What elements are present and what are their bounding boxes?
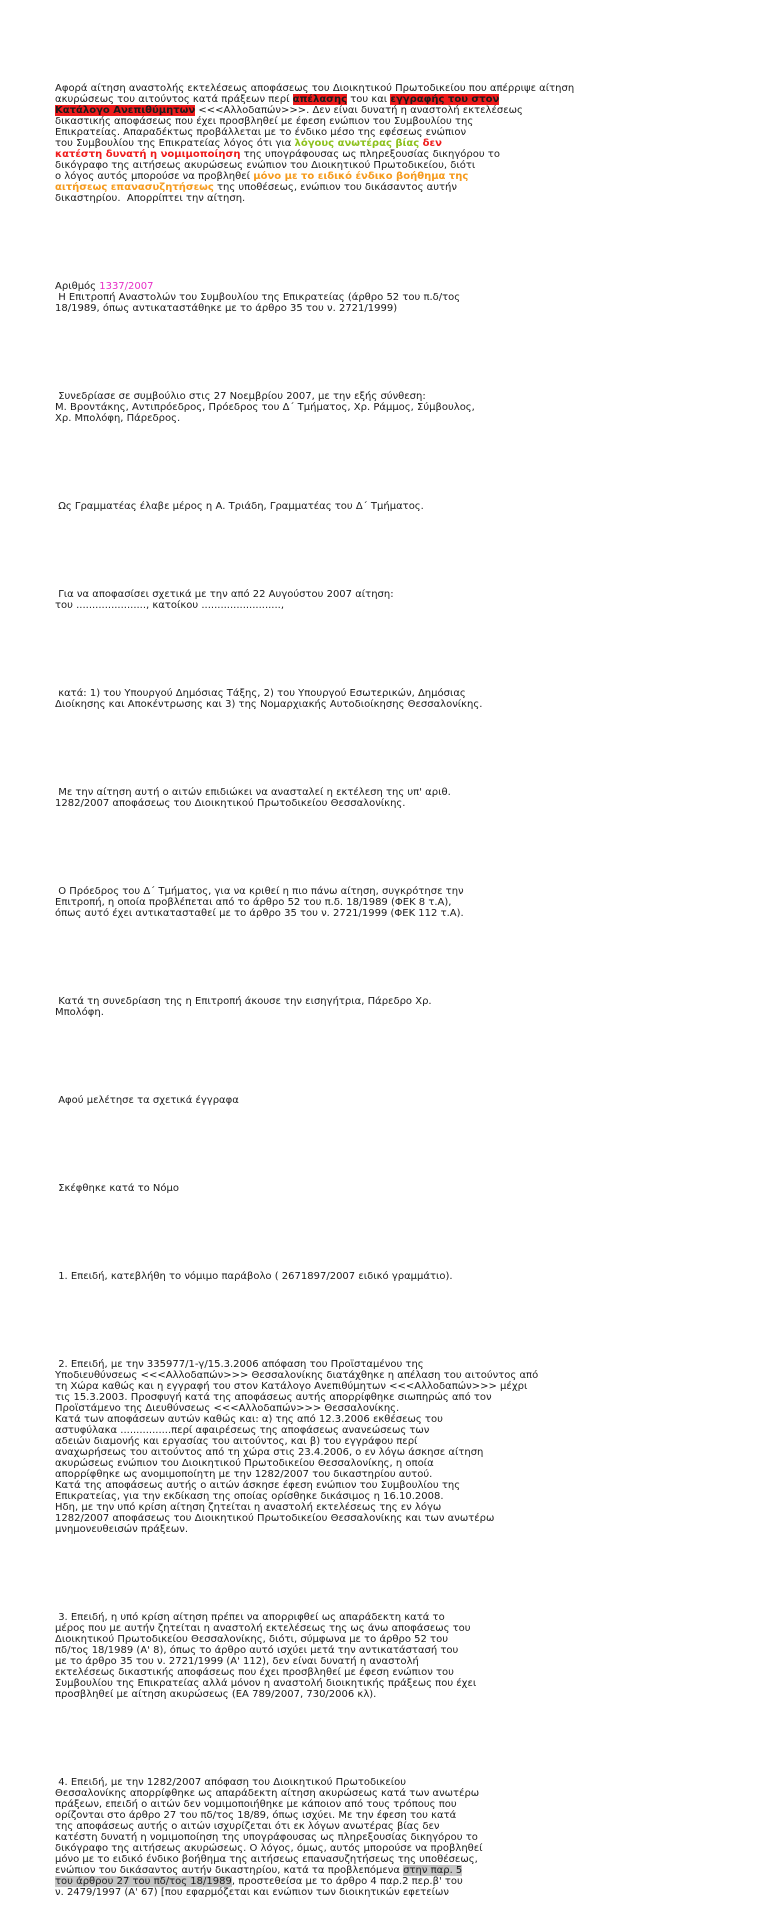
application-paragraph: Για να αποφασίσει σχετικά με την από 22 Αυγούστου 2007 αίτηση: του ......................, κατοίκου ........................., [55,589,394,611]
summary-line: του Συμβουλίου της Επικρατείας λόγος ότι για [55,138,295,149]
highlight-expulsion: απέλασης [292,94,348,105]
summary-line: δικαστηρίου. Απορρίπτει την αίτηση. [55,193,246,204]
green-phrase: λόγους ανωτέρας βίας [294,138,420,149]
header-line: 18/1989, όπως αντικαταστάθηκε με το άρθρο 35 του ν. 2721/1999) [55,303,398,314]
red-phrase: δεν [419,138,442,149]
paragraph-3: 3. Επειδή, η υπό κρίση αίτηση πρέπει να απορριφθεί ως απαράδεκτη κατά το μέρος που με αυτήν ζητείται η αναστολή εκτελέσεως της ως άνω αποφάσεως του Διοικητικού Πρωτοδικείου Θεσσαλονίκης, διότι, σύμφωνα με το άρθρο 52 του πδ/τος 18/1989 (Α' 8), όπως το άρθρο αυτό ισχύει μετά την αντικατάστασή του με το άρθρο 35 του ν. 2721/1999 (Α' 112), δεν είναι δυνατή η αναστολή εκτελέσεως δικαστικής αποφάσεως που έχει προσβληθεί με έφεση ενώπιον του Συμβουλίου της Επικρατείας αλλά μόνον η αναστολή διοικητικής πράξεως που έχει προσβληθεί με αίτηση ακυρώσεως (ΕΑ 789/2007, 730/2006 κλ). [55,1612,477,1700]
gray-highlight: του άρθρου 27 του πδ/τος 18/1989 [55,1876,232,1887]
secretary-paragraph: Ως Γραμματέας έλαβε μέρος η Α. Τριάδη, Γραμματέας του Δ΄ Τμήματος. [55,501,424,512]
summary-line: Αφορά αίτηση αναστολής εκτελέσεως αποφάσεως του Διοικητικού Πρωτοδικείου που απέρριψε αίτηση [55,83,575,94]
orange-phrase: αιτήσεως επανασυζητήσεως [55,182,214,193]
decision-number-value: 1337/2007 [99,281,154,292]
summary-line: ο λόγος αυτός μπορούσε να προβληθεί [55,171,254,182]
document-page [55,50,595,1920]
paragraph-2: 2. Επειδή, με την 335977/1-γ/15.3.2006 απόφαση του Προϊσταμένου της Υποδιευθύνσεως <<<Αλλοδαπών>>> Θεσσαλονίκης διατάχθηκε η απέλαση του αιτούντος από τη Χώρα καθώς και η εγγραφή του στον Κατάλογο Ανεπιθύμητων <<<Αλλοδαπών>>> μέχρι τις 15.3.2003. Προσφυγή κατά της αποφάσεως αυτής απορρίφθηκε σιωπηρώς από τον Προϊστάμενο της Διευθύνσεως <<<Αλλοδαπών>>> Θεσσαλονίκης. Κατά των αποφάσεων αυτών καθώς και: α) της από 12.3.2006 εκθέσεως του αστυφύλακα ................περί αφαιρέσεως της αποφάσεως ανανεώσεως των αδειών διαμονής και εργασίας του αιτούντος, και β) του εγγράφου περί αναχωρήσεως του αιτούντος από τη χώρα στις 23.4.2006, ο εν λόγω άσκησε αίτηση ακυρώσεως ενώπιον του Διοικητικού Πρωτοδικείου Θεσσαλονίκης, η οποία απορρίφθηκε ως ανομιμοποίητη με την 1282/2007 του δικαστηρίου αυτού. Κατά της αποφάσεως αυτής ο αιτών άσκησε έφεση ενώπιον του Συμβουλίου της Επικρατείας, για την εκδίκαση της οποίας ορίσθηκε δικάσιμος η 16.10.2008. Ηδη, με την υπό κρίση αίτηση ζητείται η αναστολή εκτελέσεως της εν λόγω 1282/2007 αποφάσεως του Διοικητικού Πρωτοδικείου Θεσσαλονίκης και των ανωτέρω μνημονευθεισών πράξεων. [55,1359,539,1535]
summary-line: δικόγραφο της αιτήσεως ακυρώσεως ενώπιον του Διοικητικού Πρωτοδικείου, διότι [55,160,476,171]
highlight-registration: εγγραφής του στον [390,94,500,105]
thought-paragraph: Σκέφθηκε κατά το Νόμο [55,1183,180,1194]
paragraph-4: 4. Επειδή, με την 1282/2007 απόφαση του Διοικητικού Πρωτοδικείου Θεσσαλονίκης απορρίφθηκε ως απαράδεκτη αίτηση ακυρώσεως κατά των ανωτέρω πράξεων, επειδή ο αιτών δεν νομιμοποιήθηκε με κάποιον από τους τρόπους που ορίζονται στο άρθρο 27 του πδ/τος 18/89, όπως ισχύει. Με την έφεση του κατά της αποφάσεως αυτής ο αιτών ισχυρίζεται ότι εκ λόγων ανωτέρας βίας δεν κατέστη δυνατή η νομιμοποίηση της υπογράφουσας ως πληρεξουσίας δικηγόρου το δικόγραφο της αιτήσεως ακυρώσεως. Ο λόγος, όμως, αυτός μπορούσε να προβληθεί μόνο με το ειδικό ένδικο βοήθημα της αιτήσεως επανασυζητήσεως της υποθέσεως, ενώπιον του δικάσαντος αυτήν δικαστηρίου, κατά τα προβλεπόμενα στην παρ. 5 του άρθρου 27 του πδ/τος 18/1989, προστεθείσα με το άρθρο 4 παρ.2 περ.β' του ν. 2479/1997 (Α' 67) [που εφαρμόζεται και ενώπιον των διοικητικών εφετείων [55,1777,483,1898]
summary-paragraph [55,83,595,204]
summary-line: του και [347,94,391,105]
summary-line: δικαστικής αποφάσεως που έχει προσβληθεί με έφεση ενώπιον του Συμβουλίου της [55,116,474,127]
summary-line: ακυρώσεως του αιτούντος κατά πράξεων περί [55,94,293,105]
request-paragraph: Με την αίτηση αυτή ο αιτών επιδιώκει να ανασταλεί η εκτέλεση της υπ' αριθ. 1282/2007 αποφάσεως του Διοικητικού Πρωτοδικείου Θεσσαλονίκης. [55,787,451,809]
against-paragraph: κατά: 1) του Υπουργού Δημόσιας Τάξης, 2) του Υπουργού Εσωτερικών, Δημόσιας Διοίκησης και Αποκέντρωσης και 3) της Νομαρχιακής Αυτοδιοίκησης Θεσσαλονίκης. [55,688,483,710]
decision-number-label: Αριθμός [55,281,100,292]
red-phrase: κατέστη δυνατή η νομιμοποίηση [55,149,241,160]
studied-paragraph: Αφού μελέτησε τα σχετικά έγγραφα [55,1095,239,1106]
summary-line: Επικρατείας. Απαραδέκτως προβάλλεται με το ένδικο μέσο της εφέσεως ενώπιον [55,127,467,138]
composition-paragraph: Συνεδρίασε σε συμβούλιο στις 27 Νοεμβρίου 2007, με την εξής σύνθεση: Μ. Βροντάκης, Αντιπρόεδρος, Πρόεδρος του Δ΄ Τμήματος, Χρ. Ράμμος, Σύμβουλος, Χρ. Μπολόφη, Πάρεδρος. [55,391,475,424]
hearing-paragraph: Κατά τη συνεδρίαση της η Επιτροπή άκουσε την εισηγήτρια, Πάρεδρο Χρ. Μπολόφη. [55,996,432,1018]
orange-phrase: μόνο με το ειδικό ένδικο βοήθημα της [253,171,469,182]
gray-highlight: στην παρ. 5 [403,1865,463,1876]
highlight-undesirables-list: Κατάλογο Ανεπιθύμητων [55,105,196,116]
summary-line: της υπογράφουσας ως πληρεξουσίας δικηγόρου το [240,149,500,160]
summary-line: της υποθέσεως, ενώπιον του δικάσαντος αυτήν [213,182,457,193]
president-paragraph: Ο Πρόεδρος του Δ΄ Τμήματος, για να κριθεί η πιο πάνω αίτηση, συγκρότησε την Επιτροπή, η οποία προβλέπεται από το άρθρο 52 του π.δ. 18/1989 (ΦΕΚ 8 τ.Α), όπως αυτό έχει αντικατασταθεί με το άρθρο 35 του ν. 2721/1999 (ΦΕΚ 112 τ.Α). [55,886,464,919]
decision-number [55,281,595,314]
header-line: Η Επιτροπή Αναστολών του Συμβουλίου της Επικρατείας (άρθρο 52 του π.δ/τος [55,292,461,303]
summary-line: <<<Αλλοδαπών>>>. Δεν είναι δυνατή η αναστολή εκτελέσεως [195,105,523,116]
paragraph-1: 1. Επειδή, κατεβλήθη το νόμιμο παράβολο ( 2671897/2007 ειδικό γραμμάτιο). [55,1271,453,1282]
